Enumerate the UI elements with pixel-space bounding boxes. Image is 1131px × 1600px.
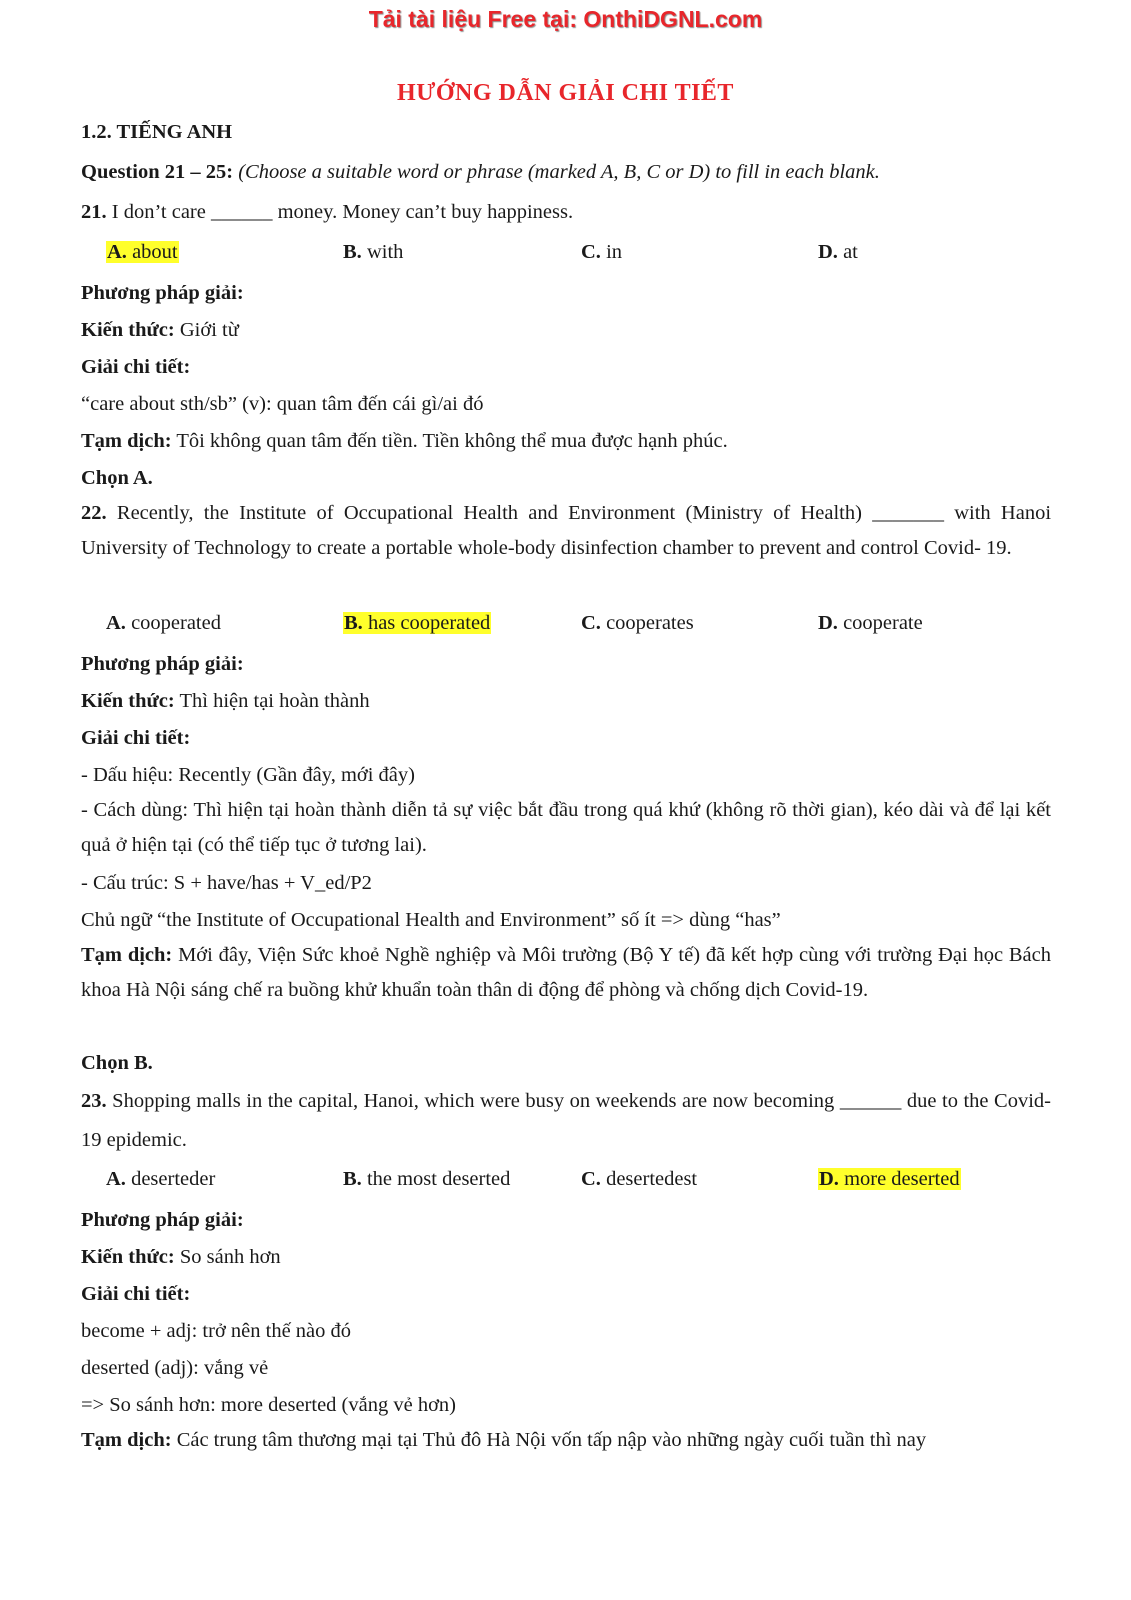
question-22: 22. Recently, the Institute of Occupational Health and Environment (Ministry of Health) _______ with Hanoi University of Technology to create a portable whole-body disinfection chamber to prevent and control Covid- 19. xyxy=(81,502,1052,559)
option-22-d[interactable]: D. cooperate xyxy=(818,612,923,634)
answer-21: Chọn A. xyxy=(81,467,153,489)
question-23: 23. Shopping malls in the capital, Hanoi, which were busy on weekends are now becoming ______ due to the Covid-19 epidemic. xyxy=(81,1090,1052,1151)
translation-21: Tạm dịch: Tôi không quan tâm đến tiền. Tiền không thể mua được hạnh phúc. xyxy=(81,430,728,452)
knowledge-22: Kiến thức: Thì hiện tại hoàn thành xyxy=(81,690,370,712)
option-22-a[interactable]: A. cooperated xyxy=(106,612,221,634)
knowledge-23: Kiến thức: So sánh hơn xyxy=(81,1246,281,1268)
page-title: HƯỚNG DẪN GIẢI CHI TIẾT xyxy=(397,80,734,106)
detail-22-4: Chủ ngữ “the Institute of Occupational Health and Environment” số ít => dùng “has” xyxy=(81,909,781,931)
method-label-21: Phương pháp giải: xyxy=(81,282,244,304)
options-22 xyxy=(81,610,1051,638)
question-21: 21. I don’t care ______ money. Money can’t buy happiness. xyxy=(81,201,574,223)
detail-label-23: Giải chi tiết: xyxy=(81,1283,191,1305)
option-21-b[interactable]: B. with xyxy=(343,241,404,263)
detail-22-2: - Cách dùng: Thì hiện tại hoàn thành diễn tả sự việc bắt đầu trong quá khứ (không rõ thời gian), kéo dài và để lại kết quả ở hiện tại (có thể tiếp tục ở tương lai). xyxy=(81,799,1051,856)
answer-22: Chọn B. xyxy=(81,1052,153,1074)
instruction xyxy=(81,159,880,186)
option-22-c[interactable]: C. cooperates xyxy=(581,612,694,634)
detail-23-3: => So sánh hơn: more deserted (vắng vẻ hơn) xyxy=(81,1394,456,1416)
translation-22: Tạm dịch: Mới đây, Viện Sức khoẻ Nghề nghiệp và Môi trường (Bộ Y tế) đã kết hợp cùng với trường Đại học Bách khoa Hà Nội sáng chế ra buồng khử khuẩn toàn thân di động để phòng và chống dịch Covid-19. xyxy=(81,944,1051,1001)
option-23-d[interactable]: D. more deserted xyxy=(819,1168,960,1190)
method-label-22: Phương pháp giải: xyxy=(81,653,244,675)
translation-23: Tạm dịch: Các trung tâm thương mại tại Thủ đô Hà Nội vốn tấp nập vào những ngày cuối tuần thì nay xyxy=(81,1429,927,1451)
detail-label-22: Giải chi tiết: xyxy=(81,727,191,749)
instruction-text: (Choose a suitable word or phrase (marked A, B, C or D) to fill in each blank. xyxy=(238,161,880,183)
detail-23-1: become + adj: trở nên thế nào đó xyxy=(81,1320,352,1342)
option-23-a[interactable]: A. deserteder xyxy=(106,1168,216,1190)
detail-23-2: deserted (adj): vắng vẻ xyxy=(81,1357,269,1379)
detail-label-21: Giải chi tiết: xyxy=(81,356,191,378)
options-21 xyxy=(81,239,1051,267)
option-21-d[interactable]: D. at xyxy=(818,241,858,263)
detail-21-1: “care about sth/sb” (v): quan tâm đến cái gì/ai đó xyxy=(81,393,484,415)
section-heading: 1.2. TIẾNG ANH xyxy=(81,121,233,143)
option-23-b[interactable]: B. the most deserted xyxy=(343,1168,511,1190)
method-label-23: Phương pháp giải: xyxy=(81,1209,244,1231)
detail-22-3: - Cấu trúc: S + have/has + V_ed/P2 xyxy=(81,872,372,894)
detail-22-1: - Dấu hiệu: Recently (Gần đây, mới đây) xyxy=(81,764,415,786)
instruction-label: Question 21 – 25: xyxy=(81,161,234,183)
options-23 xyxy=(81,1166,1051,1194)
option-23-c[interactable]: C. desertedest xyxy=(581,1168,698,1190)
option-21-c[interactable]: C. in xyxy=(581,241,623,263)
knowledge-21: Kiến thức: Giới từ xyxy=(81,319,239,341)
option-21-a[interactable]: A. about xyxy=(107,241,178,263)
option-22-b[interactable]: B. has cooperated xyxy=(344,612,491,634)
site-banner[interactable]: Tải tài liệu Free tại: OnthiDGNL.com xyxy=(368,6,763,32)
